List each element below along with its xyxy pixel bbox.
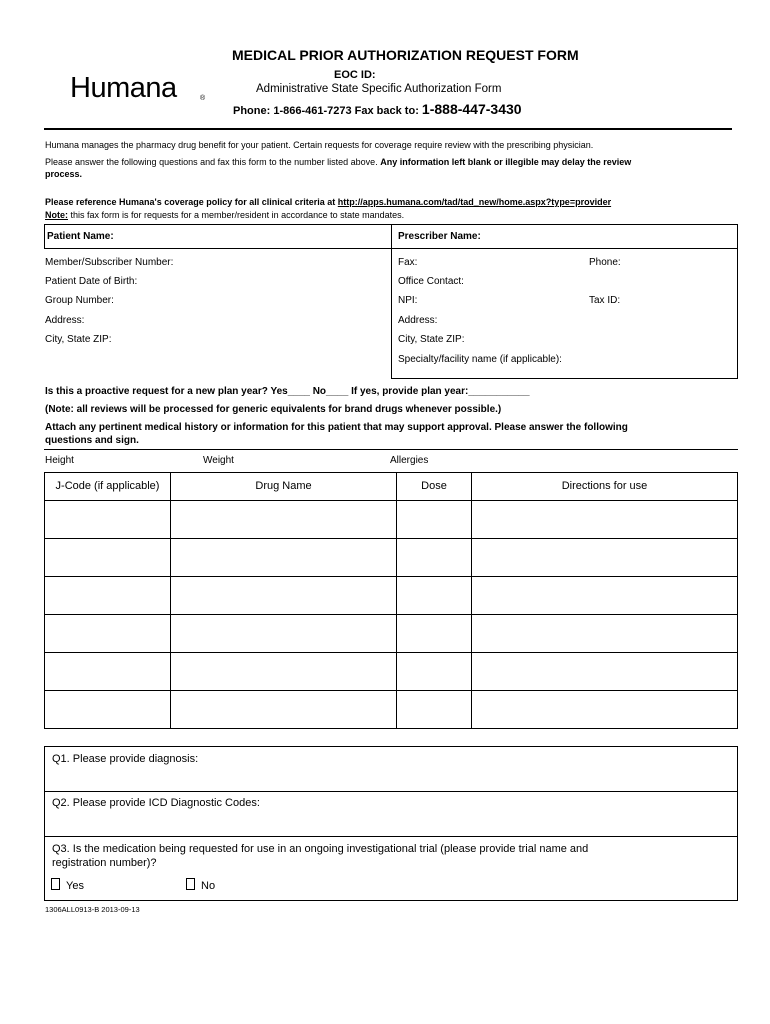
allergies-label: Allergies <box>390 455 429 466</box>
policy-line <box>45 197 611 207</box>
specialty-label: Specialty/facility name (if applicable): <box>398 354 562 365</box>
form-subtitle: Administrative State Specific Authorization Form <box>256 83 502 95</box>
intro-line-3 <box>45 169 82 179</box>
policy-link[interactable]: http://apps.humana.com/tad/tad_new/home.aspx?type=provider <box>337 197 612 207</box>
intro-line-2-bold: Any information left blank or illegible may delay the review <box>380 157 632 167</box>
q1-label: Q1. Please provide diagnosis: <box>52 753 199 765</box>
attach-line-2: questions and sign. <box>45 435 139 446</box>
group-number-label: Group Number: <box>45 295 114 306</box>
npi-label: NPI: <box>398 295 418 306</box>
q3-line-2: registration number)? <box>52 857 157 869</box>
no-checkbox[interactable] <box>186 878 195 890</box>
prescriber-name-label: Prescriber Name: <box>398 231 481 242</box>
generic-note: (Note: all reviews will be processed for generic equivalents for brand drugs whenever possible.) <box>45 404 502 415</box>
intro-line-1: Humana manages the pharmacy drug benefit for your patient. Certain requests for coverage require review with the prescribing physician. <box>45 140 594 150</box>
eoc-id-label: EOC ID: <box>334 69 376 81</box>
jcode-header: J-Code (if applicable) <box>55 480 160 492</box>
weight-label: Weight <box>203 455 234 466</box>
patient-dob-label: Patient Date of Birth: <box>45 276 138 287</box>
q3-line-1: Q3. Is the medication being requested for use in an ongoing investigational trial (please provide trial name and <box>52 843 589 855</box>
patient-city-label: City, State ZIP: <box>45 334 112 345</box>
height-label: Height <box>45 455 74 466</box>
directions-header: Directions for use <box>561 480 648 492</box>
form-title: MEDICAL PRIOR AUTHORIZATION REQUEST FORM <box>232 47 579 63</box>
policy-label: Please reference Humana's coverage policy for all clinical criteria at <box>45 197 338 207</box>
office-contact-label: Office Contact: <box>398 276 464 287</box>
intro-line-2 <box>45 157 631 167</box>
registered-mark: ® <box>200 95 206 102</box>
attach-line-1: Attach any pertinent medical history or information for this patient that may support approval. Please answer the following <box>45 422 628 433</box>
drug-name-header: Drug Name <box>255 480 312 492</box>
yes-label: Yes <box>66 880 84 892</box>
phone-label: Phone: 1-866-461-7273 Fax back to: <box>233 105 422 117</box>
header-rule <box>44 128 732 130</box>
phone-line <box>233 101 522 117</box>
prescriber-phone-label: Phone: <box>589 257 621 268</box>
proactive-question: Is this a proactive request for a new plan year? Yes____ No____ If yes, provide plan year:___________ <box>45 386 530 397</box>
humana-logo: Humana <box>70 72 177 104</box>
patient-address-label: Address: <box>45 315 85 326</box>
tax-id-label: Tax ID: <box>589 295 621 306</box>
intro-line-2-plain: Please answer the following questions and fax this form to the number listed above. <box>45 157 381 167</box>
fax-number: 1-888-447-3430 <box>421 101 522 117</box>
dose-header: Dose <box>421 480 447 492</box>
yes-checkbox[interactable] <box>51 878 60 890</box>
note-text: this fax form is for requests for a member/resident in accordance to state mandates. <box>68 210 405 220</box>
no-label: No <box>201 880 216 892</box>
form-code: 1306ALL0913-B 2013-09-13 <box>45 905 140 914</box>
prescriber-city-label: City, State ZIP: <box>398 334 465 345</box>
note-line <box>45 210 404 220</box>
note-label: Note: <box>45 210 68 220</box>
prescriber-address-label: Address: <box>398 315 438 326</box>
intro-line-3-bold: process. <box>45 169 83 179</box>
prescriber-fax-label: Fax: <box>398 257 418 268</box>
member-number-label: Member/Subscriber Number: <box>45 257 174 268</box>
patient-name-label: Patient Name: <box>47 231 114 242</box>
q2-label: Q2. Please provide ICD Diagnostic Codes: <box>52 797 260 809</box>
